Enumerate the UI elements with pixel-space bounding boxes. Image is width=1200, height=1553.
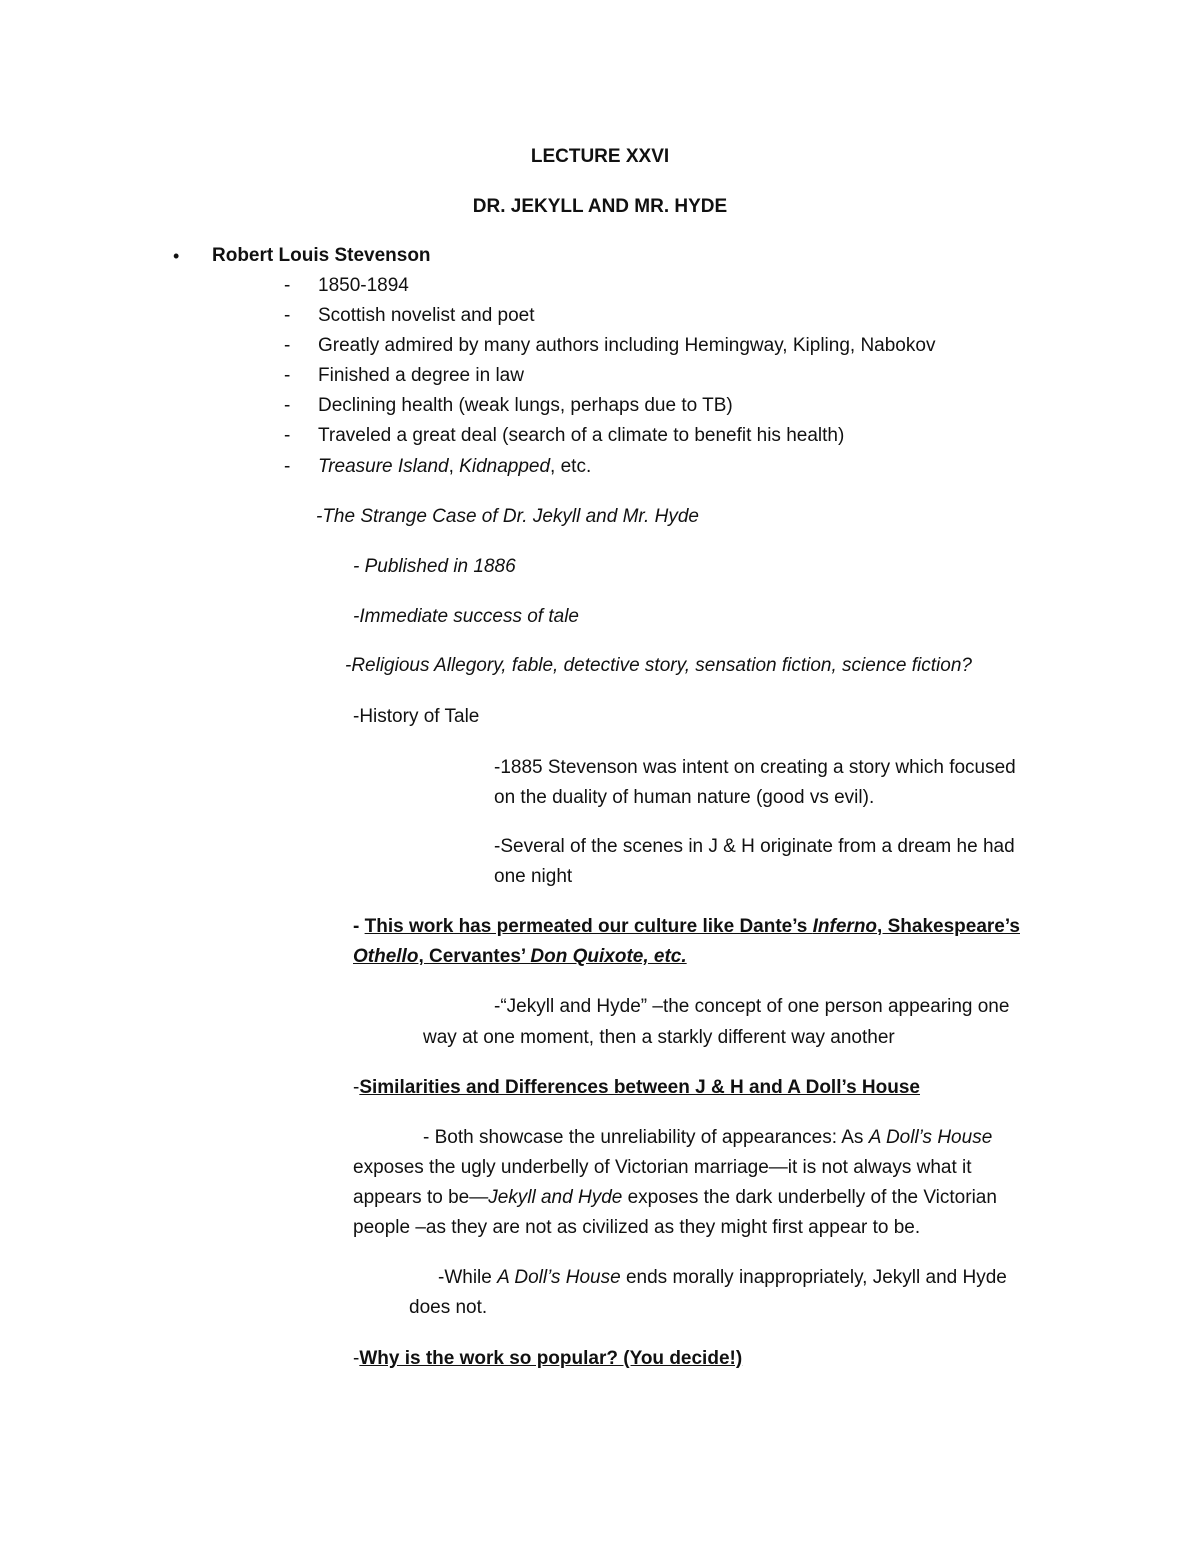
ending-line-2: does not. — [409, 1297, 488, 1318]
published-line: - Published in 1886 — [353, 556, 516, 577]
list-item-text: Finished a degree in law — [318, 365, 524, 386]
appearances-line-2: exposes the ugly underbelly of Victorian marriage—it is not always what it — [353, 1157, 972, 1178]
appearances-line-3: appears to be—Jekyll and Hyde exposes the dark underbelly of the Victorian — [353, 1187, 997, 1208]
list-item-text: 1850-1894 — [318, 275, 409, 296]
list-item-text: Traveled a great deal (search of a climate to benefit his health) — [318, 425, 845, 446]
genres-line: -Religious Allegory, fable, detective story, sensation fiction, science fiction? — [345, 655, 972, 676]
work-title-inferno: Inferno — [812, 916, 878, 937]
history-item-1-line-1: -1885 Stevenson was intent on creating a story which focused — [494, 757, 1016, 778]
dash-marker: - — [284, 425, 291, 446]
lecture-title: LECTURE XXVI — [530, 146, 670, 167]
history-item-2-line-1: -Several of the scenes in J & H originate from a dream he had — [494, 836, 1015, 857]
culture-statement: This work has permeated our culture like Dante’s Inferno, Shakespeare’s — [364, 916, 1020, 937]
dash-marker: - — [284, 365, 291, 386]
work-title-dolls-house: A Doll’s House — [868, 1127, 993, 1148]
popular-heading: Why is the work so popular? (You decide!) — [359, 1348, 743, 1369]
list-item-text: Greatly admired by many authors including Hemingway, Kipling, Nabokov — [318, 335, 936, 356]
author-heading: Robert Louis Stevenson — [212, 245, 431, 266]
appearances-line-4: people –as they are not as civilized as they might first appear to be. — [353, 1217, 921, 1238]
history-heading: -History of Tale — [353, 706, 480, 727]
immediate-success-line: -Immediate success of tale — [353, 606, 579, 627]
ending-line-1: -While A Doll’s House ends morally inappropriately, Jekyll and Hyde — [438, 1267, 1007, 1288]
work-title-don-quixote: Don Quixote, etc. — [530, 946, 687, 967]
list-item-text: Scottish novelist and poet — [318, 305, 535, 326]
work-title-treasure-island: Treasure Island — [318, 456, 449, 477]
dash-marker: - — [284, 456, 291, 477]
dash-marker: - — [284, 275, 291, 296]
work-title: DR. JEKYLL AND MR. HYDE — [472, 196, 728, 217]
concept-line-2: way at one moment, then a starkly different way another — [423, 1027, 895, 1048]
dash-marker: - — [284, 305, 291, 326]
concept-line-1: -“Jekyll and Hyde” –the concept of one person appearing one — [494, 996, 1010, 1017]
dash-marker: - — [284, 395, 291, 416]
appearances-line-1: - Both showcase the unreliability of appearances: As A Doll’s House — [423, 1127, 993, 1148]
popular-heading-row: -Why is the work so popular? (You decide!) — [353, 1348, 743, 1369]
work-title-dolls-house: A Doll’s House — [497, 1267, 621, 1288]
dash-marker: - — [284, 335, 291, 356]
history-item-1-line-2: on the duality of human nature (good vs evil). — [494, 787, 875, 808]
work-title-jekyll-and-hyde: Jekyll and Hyde — [488, 1187, 623, 1208]
work-title-kidnapped: Kidnapped — [459, 456, 551, 477]
history-item-2-line-2: one night — [494, 866, 573, 887]
culture-line-2: Othello, Cervantes’ Don Quixote, etc. — [353, 946, 687, 967]
similarities-heading-row: -Similarities and Differences between J & H and A Doll’s House — [353, 1077, 920, 1098]
work-title-othello: Othello — [353, 946, 419, 967]
works-line: Treasure Island, Kidnapped, etc. — [318, 456, 592, 477]
similarities-heading: Similarities and Differences between J & H and A Doll’s House — [359, 1077, 920, 1098]
bullet-icon: • — [173, 246, 180, 266]
culture-line-1: - This work has permeated our culture like Dante’s Inferno, Shakespeare’s — [353, 916, 1020, 937]
strange-case-heading: -The Strange Case of Dr. Jekyll and Mr. Hyde — [316, 506, 699, 527]
list-item-text: Declining health (weak lungs, perhaps due to TB) — [318, 395, 733, 416]
